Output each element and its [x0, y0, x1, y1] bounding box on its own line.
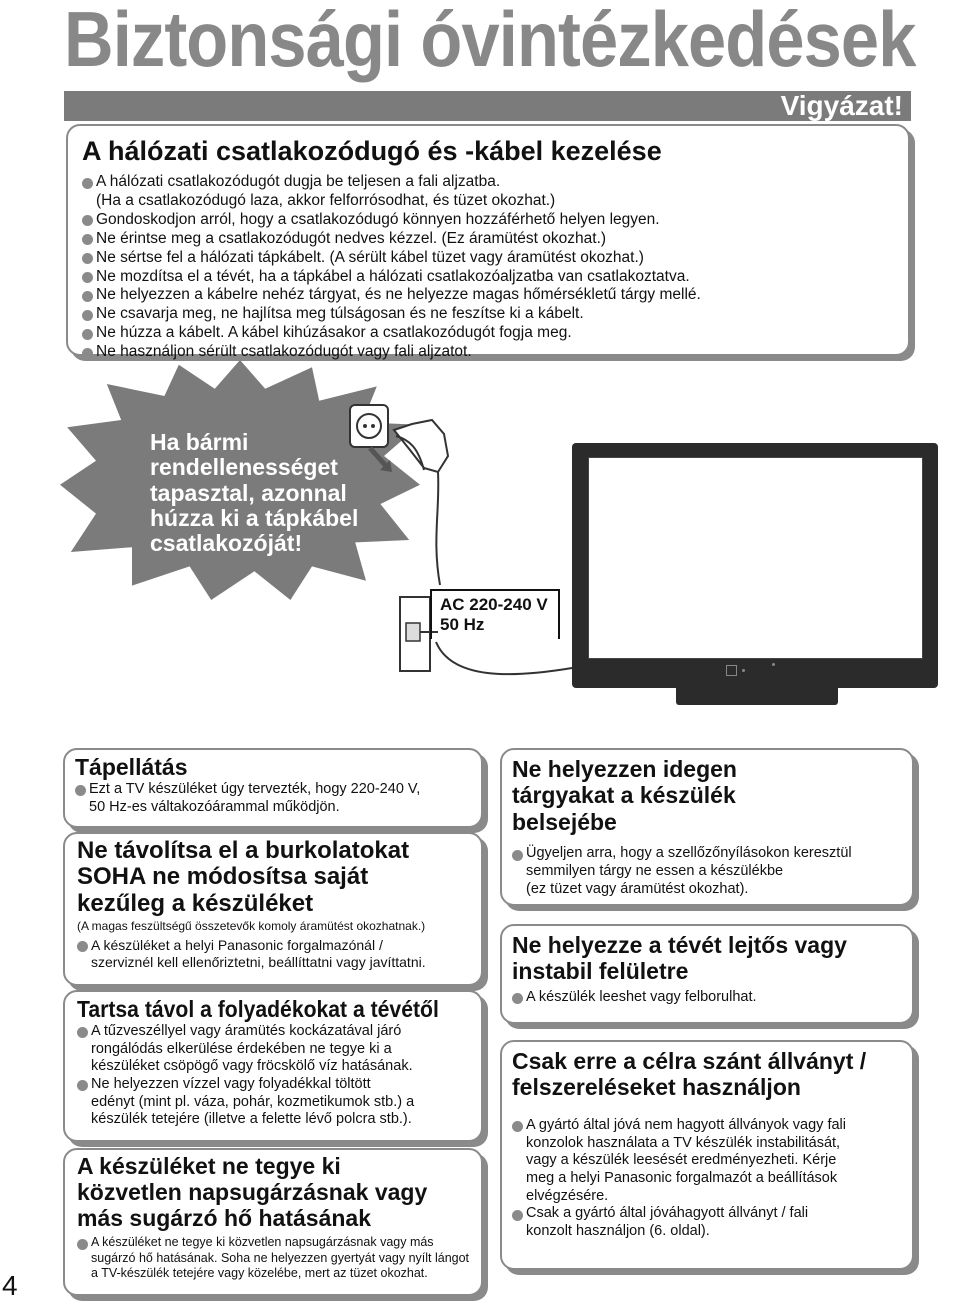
tv-sensor — [772, 663, 775, 666]
surface-heading-line: instabil felületre — [512, 958, 689, 985]
plug-handling-heading: A hálózati csatlakozódugó és -kábel kezelése — [82, 136, 662, 166]
stand-heading-line: felszereléseket használjon — [512, 1074, 801, 1101]
plug-line: Ne érintse meg a csatlakozódugót nedves kézzel. (Ez áramütést okozhat.) — [82, 230, 896, 249]
caution-banner — [64, 91, 911, 121]
liquids-heading: Tartsa távol a folyadékokat a tévétől — [77, 996, 439, 1022]
power-line: 50 Hz-es váltakozóárammal működjön. — [89, 798, 340, 815]
stand-line: meg a helyi Panasonic forgalmazót a beállítások — [526, 1169, 838, 1186]
foreign-heading-line: Ne helyezzen idegen — [512, 756, 737, 782]
covers-note: (A magas feszültségű összetevők komoly áramütést okozhatnak.) — [77, 919, 426, 934]
liquids-section — [63, 990, 483, 1142]
foreign-line: Ügyeljen arra, hogy a szellőzőnyílásokon keresztül — [512, 845, 902, 863]
sunlight-section — [63, 1148, 483, 1296]
tv-illustration — [572, 443, 938, 688]
covers-section — [63, 832, 483, 986]
foreign-line: (ez tüzet vagy áramütést okozhat). — [526, 880, 749, 897]
plug-line: Ne helyezzen a kábelre nehéz tárgyat, és ne helyezze magas hőmérsékletű tárgy mellé. — [82, 286, 896, 305]
power-supply-heading: Tápellátás — [75, 754, 188, 780]
plug-line: Ne mozdítsa el a tévét, ha a tápkábel a hálózati csatlakozóaljzatba van csatlakoztatva. — [82, 268, 896, 287]
liquids-line: A tűzveszéllyel vagy áramütés kockázatával járó — [77, 1023, 471, 1041]
power-line: Ezt a TV készüléket úgy tervezték, hogy 220-240 V, — [75, 781, 471, 799]
tv-screen — [588, 457, 923, 659]
foreign-heading-line: belsejébe — [512, 808, 617, 835]
tv-indicator-led — [742, 669, 745, 672]
ac-frequency-text: 50 Hz — [440, 615, 485, 635]
plug-line: Ne csavarja meg, ne hajlítsa meg túlságosan és ne feszítse ki a kábelt. — [82, 305, 896, 324]
liquids-line: Ne helyezzen vízzel vagy folyadékkal töltött — [77, 1076, 471, 1094]
sunlight-line: A készüléket ne tegye ki közvetlen napsugárzásnak vagy más — [77, 1235, 471, 1250]
caution-label: Vigyázat! — [780, 90, 903, 121]
page-number: 4 — [2, 1270, 18, 1301]
tv-stand — [676, 688, 838, 705]
plug-line: Ne sértse fel a hálózati tápkábelt. (A sérült kábel tüzet vagy áramütést okozhat.) — [82, 249, 896, 268]
stand-line: vagy a készülék leesését eredményezheti. Kérje — [526, 1152, 837, 1169]
plug-line: (Ha a csatlakozódugó laza, akkor felforrósodhat, és tüzet okozhat.) — [96, 191, 556, 209]
sunlight-heading-line: közvetlen napsugárzásnak vagy — [77, 1178, 428, 1205]
liquids-line: edényt (mint pl. váza, pohár, kozmetikumok stb.) a — [91, 1093, 415, 1110]
sunlight-line: a TV-készülék tetejére vagy közelébe, mert az tüzet okozhat. — [91, 1265, 428, 1280]
plug-handling-section — [66, 124, 910, 361]
foreign-heading-line: tárgyakat a készülék — [512, 782, 736, 809]
approved-stand-section — [500, 1040, 914, 1270]
stand-line: konzolok használata a TV készülék instabilitását, — [526, 1134, 841, 1151]
stand-line: elvégzésére. — [526, 1187, 609, 1204]
stand-heading-line: Csak erre a célra szánt állványt / — [512, 1048, 867, 1074]
unstable-surface-section — [500, 924, 914, 1024]
power-supply-section — [63, 748, 483, 828]
ac-voltage-text: AC 220-240 V — [440, 595, 548, 614]
foreign-line: semmilyen tárgy ne essen a készülékbe — [526, 863, 784, 879]
stand-line: A gyártó által jóvá nem hagyott állványok vagy fali — [512, 1117, 902, 1135]
hand-unplugging-illustration — [340, 400, 460, 590]
covers-line: szerviznél kell ellenőriztetni, beállíttatni vagy javíttatni. — [91, 953, 426, 970]
plug-line: Ne húzza a kábelt. A kábel kihúzásakor a csatlakozódugót fogja meg. — [82, 324, 896, 343]
covers-heading-line: Ne távolítsa el a burkolatokat — [77, 837, 410, 864]
plug-line: A hálózati csatlakozódugót dugja be teljesen a fali aljzatba. — [82, 173, 896, 192]
covers-heading-line: kezűleg a készüléket — [77, 889, 314, 917]
covers-heading-line: SOHA ne módosítsa saját — [77, 863, 369, 891]
liquids-line: készüléket csöpögő vagy fröcskölő víz hatásának. — [91, 1058, 413, 1075]
surface-heading-line: Ne helyezze a tévét lejtős vagy — [512, 932, 847, 958]
sunlight-heading-line: más sugárzó hő hatásának — [77, 1204, 371, 1231]
stand-line: konzolt használjon (6. oldal). — [526, 1223, 710, 1239]
page-title: Biztonsági óvintézkedések — [64, 0, 916, 83]
sunlight-heading-line: A készüléket ne tegye ki — [77, 1153, 341, 1179]
stand-line: Csak a gyártó által jóváhagyott állványt / fali — [512, 1205, 902, 1223]
sunlight-line: sugárzó hő hatásának. Soha ne helyezzen gyertyát vagy nyílt lángot — [91, 1250, 470, 1265]
covers-line: A készüléket a helyi Panasonic forgalmazónál / — [77, 937, 471, 954]
tv-power-button — [726, 665, 737, 676]
liquids-line: rongálódás elkerülése érdekében ne tegye ki a — [91, 1040, 392, 1057]
surface-line: A készülék leeshet vagy felborulhat. — [512, 989, 902, 1007]
power-cable — [432, 630, 582, 690]
foreign-objects-section — [500, 748, 914, 906]
starburst-text: Ha bármi rendellenességet tapasztal, azonnal húzza ki a tápkábel csatlakozóját! — [150, 429, 359, 557]
plug-line: Gondoskodjon arról, hogy a csatlakozódugó könnyen hozzáférhető helyen legyen. — [82, 211, 896, 230]
liquids-line: készülék tetejére (illetve a felette lévő polcra stb.). — [91, 1111, 412, 1128]
plug-line: Ne használjon sérült csatlakozódugót vagy fali aljzatot. — [82, 343, 896, 362]
